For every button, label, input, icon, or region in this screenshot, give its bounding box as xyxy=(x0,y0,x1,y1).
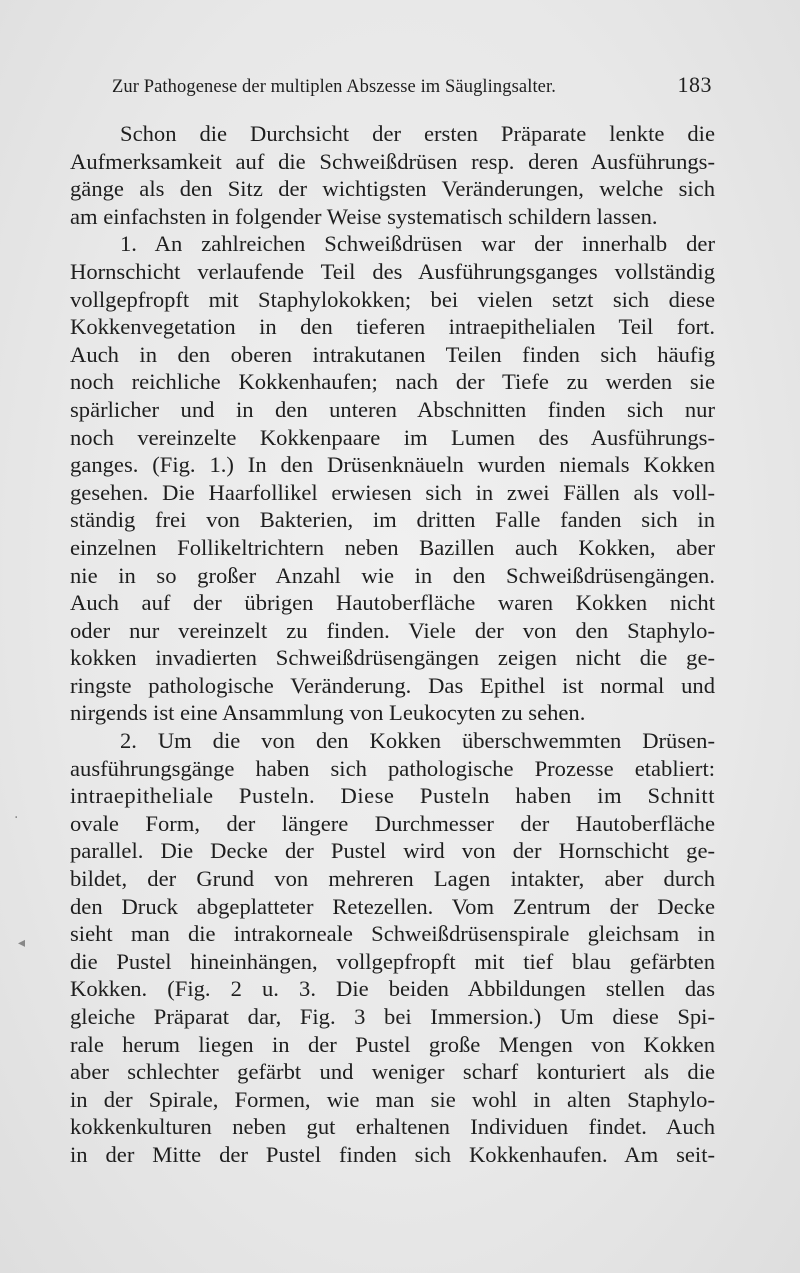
text-line: nie in so großer Anzahl wie in den Schweißdrüsengängen. xyxy=(70,562,715,588)
margin-arrow-mark: ◂ xyxy=(18,935,26,951)
body-text xyxy=(70,120,715,1169)
page-number: 183 xyxy=(677,72,712,97)
text-line: einzelnen Follikeltrichtern neben Bazillen auch Kokken, aber xyxy=(70,534,715,560)
text-line: Schon die Durchsicht der ersten Präparate lenkte die xyxy=(120,121,715,146)
text-line: Auch in den oberen intrakutanen Teilen finden sich häufig xyxy=(70,341,715,367)
text-line: ovale Form, der längere Durchmesser der Hautoberfläche xyxy=(70,810,715,836)
text-line: Aufmerksamkeit auf die Schweißdrüsen resp. deren Ausführungs- xyxy=(70,148,715,174)
text-line: Auch auf der übrigen Hautoberfläche waren Kokken nicht xyxy=(70,590,715,616)
text-line: gesehen. Die Haarfollikel erwiesen sich in zwei Fällen als voll- xyxy=(70,479,715,505)
text-line: oder nur vereinzelt zu finden. Viele der von den Staphylo- xyxy=(70,617,715,643)
text-line: rale herum liegen in der Pustel große Mengen von Kokken xyxy=(70,1031,715,1057)
text-line: bildet, der Grund von mehreren Lagen intakter, aber durch xyxy=(70,866,715,892)
text-line: vollgepfropft mit Staphylokokken; bei vielen setzt sich diese xyxy=(70,286,715,312)
text-line: gänge als den Sitz der wichtigsten Veränderungen, welche sich xyxy=(70,176,715,202)
running-title: Zur Pathogenese der multiplen Abszesse im Säuglingsalter. xyxy=(112,77,556,97)
margin-dot-mark: · xyxy=(14,810,19,826)
text-line: sieht man die intrakorneale Schweißdrüsenspirale gleichsam in xyxy=(70,921,715,947)
text-line: die Pustel hineinhängen, vollgepfropft mit tief blau gefärbten xyxy=(70,948,715,974)
text-line: nirgends ist eine Ansammlung von Leukocyten zu sehen. xyxy=(70,700,586,726)
text-line: in der Spirale, Formen, wie man sie wohl in alten Staphylo- xyxy=(70,1086,715,1112)
text-line: gleiche Präparat dar, Fig. 3 bei Immersion.) Um diese Spi- xyxy=(70,1004,715,1029)
text-line: Hornschicht verlaufende Teil des Ausführungsganges vollständig xyxy=(70,258,715,284)
text-line: kokken invadierten Schweißdrüsengängen zeigen nicht die ge- xyxy=(70,645,715,671)
text-line: 2. Um die von den Kokken überschwemmten Drüsen- xyxy=(120,728,715,754)
text-line: noch vereinzelte Kokkenpaare im Lumen des Ausführungs- xyxy=(70,424,715,450)
text-line: den Druck abgeplatteter Retezellen. Vom Zentrum der Decke xyxy=(70,893,715,919)
text-line: parallel. Die Decke der Pustel wird von der Hornschicht ge- xyxy=(70,838,715,864)
text-line: ständig frei von Bakterien, im dritten Falle fanden sich in xyxy=(70,507,715,533)
text-line: ringste pathologische Veränderung. Das Epithel ist normal und xyxy=(70,672,715,698)
text-line: 1. An zahlreichen Schweißdrüsen war der innerhalb der xyxy=(120,231,715,257)
text-line: aber schlechter gefärbt und weniger scharf konturiert als die xyxy=(70,1059,715,1085)
text-line: ganges. (Fig. 1.) In den Drüsenknäueln wurden niemals Kokken xyxy=(70,452,715,478)
text-line: intraepitheliale Pusteln. Diese Pusteln haben im Schnitt xyxy=(70,783,715,809)
text-line: ausführungsgänge haben sich pathologische Prozesse etabliert: xyxy=(70,755,715,781)
text-line: Kokkenvegetation in den tieferen intraepithelialen Teil fort. xyxy=(70,314,715,340)
text-line: am einfachsten in folgender Weise systematisch schildern lassen. xyxy=(70,203,658,229)
text-line: kokkenkulturen neben gut erhaltenen Individuen findet. Auch xyxy=(70,1114,715,1140)
text-line: noch reichliche Kokkenhaufen; nach der Tiefe zu werden sie xyxy=(70,369,715,395)
running-header xyxy=(112,72,712,104)
text-line: spärlicher und in den unteren Abschnitten finden sich nur xyxy=(70,396,715,422)
text-line: in der Mitte der Pustel finden sich Kokkenhaufen. Am seit- xyxy=(70,1141,715,1167)
text-line: Kokken. (Fig. 2 u. 3. Die beiden Abbildungen stellen das xyxy=(70,976,715,1002)
